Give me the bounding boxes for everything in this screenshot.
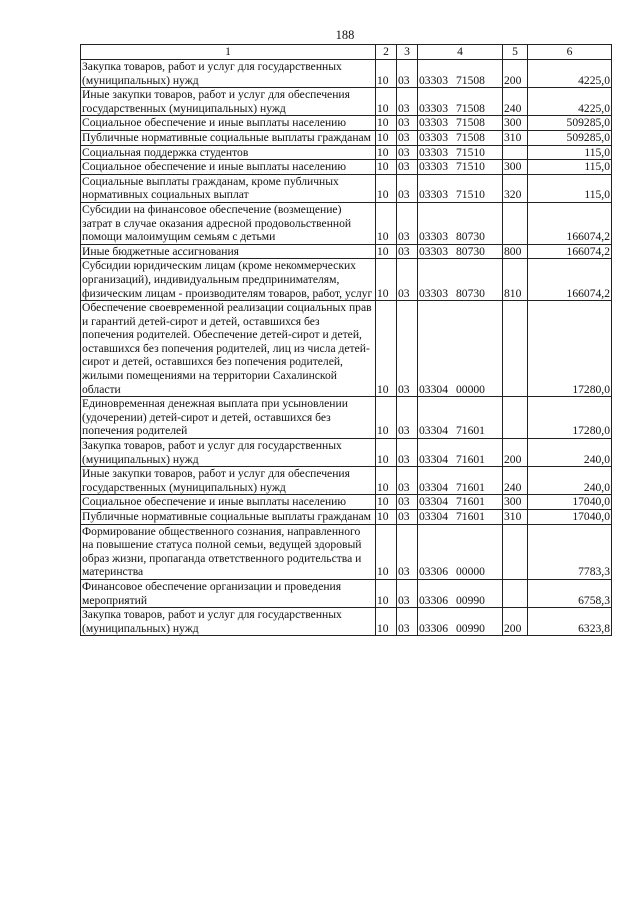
row-code-direction: 71601	[455, 495, 485, 509]
row-code-program: 03304	[419, 452, 448, 466]
table-row	[81, 130, 612, 145]
row-target-code	[418, 439, 503, 467]
row-section: 10	[376, 130, 397, 145]
row-section: 10	[376, 160, 397, 175]
row-section: 10	[376, 608, 397, 636]
row-code-direction: 71508	[455, 73, 485, 87]
row-code-direction: 00990	[455, 621, 485, 635]
row-target-code	[418, 608, 503, 636]
row-subsection: 03	[397, 608, 418, 636]
row-name: Публичные нормативные социальные выплаты гражданам	[81, 130, 376, 145]
row-section: 10	[376, 88, 397, 116]
table-row	[81, 259, 612, 301]
row-section: 10	[376, 467, 397, 495]
row-section: 10	[376, 145, 397, 160]
row-amount: 240,0	[528, 467, 612, 495]
row-expense-type: 320	[503, 174, 528, 202]
row-expense-type: 240	[503, 88, 528, 116]
row-name: Публичные нормативные социальные выплаты гражданам	[81, 510, 376, 525]
row-section: 10	[376, 397, 397, 439]
row-code-direction: 00000	[455, 382, 485, 396]
row-amount: 6758,3	[528, 579, 612, 607]
row-target-code	[418, 116, 503, 131]
row-code-direction: 71601	[455, 510, 485, 523]
row-code-direction: 71601	[455, 452, 485, 466]
row-code-direction: 71601	[455, 480, 485, 494]
row-target-code	[418, 130, 503, 145]
row-code-program: 03306	[419, 565, 448, 579]
row-amount: 4225,0	[528, 88, 612, 116]
row-name: Закупка товаров, работ и услуг для государственных (муниципальных) нужд	[81, 608, 376, 636]
row-code-direction: 71510	[455, 188, 485, 202]
row-subsection: 03	[397, 174, 418, 202]
row-expense-type: 200	[503, 608, 528, 636]
row-code-program: 03304	[419, 480, 448, 494]
row-subsection: 03	[397, 145, 418, 160]
row-section: 10	[376, 174, 397, 202]
row-code-direction: 71508	[455, 130, 485, 144]
row-amount: 115,0	[528, 174, 612, 202]
row-name: Обеспечение своевременной реализации социальных прав и гарантий детей-сирот и детей, оставшихся без попечения родителей. Обеспечение детей-сирот и детей, оставшихся без попечения родителей, лиц из числа детей-сирот и детей, оставшихся без попечения родителей, жилыми помещениями на территории Сахалинской области	[81, 301, 376, 397]
row-name: Социальное обеспечение и иные выплаты населению	[81, 495, 376, 510]
row-expense-type: 800	[503, 244, 528, 259]
row-code-program: 03303	[419, 101, 448, 115]
row-code-program: 03303	[419, 145, 448, 159]
row-name: Иные закупки товаров, работ и услуг для обеспечения государственных (муниципальных) нужд	[81, 467, 376, 495]
row-code-direction: 71508	[455, 101, 485, 115]
row-code-direction: 00990	[455, 593, 485, 607]
row-target-code	[418, 495, 503, 510]
row-section: 10	[376, 60, 397, 88]
header-col-amount: 6	[528, 45, 612, 60]
row-section: 10	[376, 301, 397, 397]
row-code-program: 03303	[419, 244, 448, 258]
row-target-code	[418, 259, 503, 301]
row-target-code	[418, 397, 503, 439]
row-subsection: 03	[397, 579, 418, 607]
row-expense-type: 240	[503, 467, 528, 495]
row-code-program: 03303	[419, 160, 448, 174]
row-target-code	[418, 145, 503, 160]
row-name: Закупка товаров, работ и услуг для государственных (муниципальных) нужд	[81, 439, 376, 467]
row-expense-type: 810	[503, 259, 528, 301]
table-row	[81, 397, 612, 439]
row-code-direction: 71508	[455, 116, 485, 130]
row-subsection: 03	[397, 60, 418, 88]
table-row	[81, 439, 612, 467]
row-code-program: 03304	[419, 382, 448, 396]
row-code-program: 03304	[419, 424, 448, 438]
header-row	[81, 45, 612, 60]
header-col-section: 2	[376, 45, 397, 60]
row-name: Субсидии юридическим лицам (кроме некоммерческих организаций), индивидуальным предпринимателям, физическим лицам - производителям товаров, работ, услуг	[81, 259, 376, 301]
row-name: Субсидии на финансовое обеспечение (возмещение) затрат в случае оказания адресной продовольственной помощи малоимущим семьям с детьми	[81, 202, 376, 244]
table-row	[81, 510, 612, 525]
row-amount: 115,0	[528, 145, 612, 160]
row-amount: 6323,8	[528, 608, 612, 636]
row-subsection: 03	[397, 439, 418, 467]
row-target-code	[418, 510, 503, 525]
row-expense-type	[503, 145, 528, 160]
row-code-program: 03303	[419, 116, 448, 130]
row-expense-type	[503, 524, 528, 579]
row-expense-type	[503, 202, 528, 244]
row-amount: 509285,0	[528, 116, 612, 131]
table-row	[81, 116, 612, 131]
table-row	[81, 202, 612, 244]
row-code-direction: 80730	[455, 244, 485, 258]
row-target-code	[418, 88, 503, 116]
table-row	[81, 160, 612, 175]
row-target-code	[418, 202, 503, 244]
row-target-code	[418, 467, 503, 495]
row-subsection: 03	[397, 130, 418, 145]
row-expense-type: 200	[503, 439, 528, 467]
row-target-code	[418, 301, 503, 397]
row-name: Социальная поддержка студентов	[81, 145, 376, 160]
row-section: 10	[376, 439, 397, 467]
table-row	[81, 608, 612, 636]
table-row	[81, 467, 612, 495]
row-expense-type: 310	[503, 130, 528, 145]
table-row	[81, 524, 612, 579]
row-code-direction: 80730	[455, 230, 485, 244]
row-subsection: 03	[397, 202, 418, 244]
row-section: 10	[376, 510, 397, 525]
row-subsection: 03	[397, 524, 418, 579]
table-row	[81, 495, 612, 510]
row-amount: 17040,0	[528, 495, 612, 510]
row-name: Иные бюджетные ассигнования	[81, 244, 376, 259]
row-subsection: 03	[397, 244, 418, 259]
row-name: Финансовое обеспечение организации и проведения мероприятий	[81, 579, 376, 607]
row-section: 10	[376, 524, 397, 579]
row-name: Социальное обеспечение и иные выплаты населению	[81, 160, 376, 175]
row-amount: 240,0	[528, 439, 612, 467]
row-subsection: 03	[397, 88, 418, 116]
row-code-program: 03303	[419, 73, 448, 87]
header-col-target-code: 4	[418, 45, 503, 60]
row-name: Иные закупки товаров, работ и услуг для обеспечения государственных (муниципальных) нужд	[81, 88, 376, 116]
row-code-program: 03303	[419, 230, 448, 244]
row-amount: 166074,2	[528, 244, 612, 259]
row-subsection: 03	[397, 301, 418, 397]
header-col-subsection: 3	[397, 45, 418, 60]
table-row	[81, 88, 612, 116]
row-name: Формирование общественного сознания, направленного на повышение статуса полной семьи, ведущей здоровый образ жизни, пропаганда ответственного родительства и материнства	[81, 524, 376, 579]
table-row	[81, 60, 612, 88]
row-expense-type: 300	[503, 160, 528, 175]
row-amount: 4225,0	[528, 60, 612, 88]
row-amount: 7783,3	[528, 524, 612, 579]
row-target-code	[418, 174, 503, 202]
row-code-program: 03306	[419, 621, 448, 635]
row-code-direction: 80730	[455, 286, 485, 300]
row-code-program: 03303	[419, 188, 448, 202]
row-subsection: 03	[397, 495, 418, 510]
row-subsection: 03	[397, 160, 418, 175]
row-target-code	[418, 60, 503, 88]
row-expense-type: 300	[503, 116, 528, 131]
row-subsection: 03	[397, 467, 418, 495]
row-section: 10	[376, 579, 397, 607]
row-expense-type: 310	[503, 510, 528, 525]
row-expense-type	[503, 397, 528, 439]
row-subsection: 03	[397, 259, 418, 301]
row-code-program: 03304	[419, 510, 448, 523]
row-amount: 115,0	[528, 160, 612, 175]
row-amount: 166074,2	[528, 259, 612, 301]
row-section: 10	[376, 116, 397, 131]
row-target-code	[418, 160, 503, 175]
row-amount: 17040,0	[528, 510, 612, 525]
row-subsection: 03	[397, 510, 418, 525]
page-number: 188	[335, 28, 355, 42]
row-code-direction: 71601	[455, 424, 485, 438]
row-section: 10	[376, 259, 397, 301]
row-name: Социальное обеспечение и иные выплаты населению	[81, 116, 376, 131]
row-section: 10	[376, 495, 397, 510]
row-code-program: 03303	[419, 286, 448, 300]
row-code-direction: 71510	[455, 160, 485, 174]
row-code-program: 03304	[419, 495, 448, 509]
row-amount: 17280,0	[528, 301, 612, 397]
table-row	[81, 244, 612, 259]
row-target-code	[418, 524, 503, 579]
budget-table	[80, 44, 612, 636]
row-code-program: 03306	[419, 593, 448, 607]
row-name: Социальные выплаты гражданам, кроме публичных нормативных социальных выплат	[81, 174, 376, 202]
row-expense-type	[503, 579, 528, 607]
header-col-name: 1	[81, 45, 376, 60]
row-expense-type	[503, 301, 528, 397]
header-col-expense-type: 5	[503, 45, 528, 60]
row-expense-type: 200	[503, 60, 528, 88]
table-row	[81, 579, 612, 607]
table-row	[81, 301, 612, 397]
row-code-program: 03303	[419, 130, 448, 144]
table-row	[81, 174, 612, 202]
row-subsection: 03	[397, 397, 418, 439]
row-code-direction: 71510	[455, 145, 485, 159]
row-amount: 17280,0	[528, 397, 612, 439]
row-amount: 166074,2	[528, 202, 612, 244]
row-name: Единовременная денежная выплата при усыновлении (удочерении) детей-сирот и детей, оставшихся без попечения родителей	[81, 397, 376, 439]
row-amount: 509285,0	[528, 130, 612, 145]
table-body	[81, 60, 612, 636]
row-name: Закупка товаров, работ и услуг для государственных (муниципальных) нужд	[81, 60, 376, 88]
row-code-direction: 00000	[455, 565, 485, 579]
row-section: 10	[376, 244, 397, 259]
row-target-code	[418, 579, 503, 607]
table-row	[81, 145, 612, 160]
row-target-code	[418, 244, 503, 259]
row-subsection: 03	[397, 116, 418, 131]
row-section: 10	[376, 202, 397, 244]
row-expense-type: 300	[503, 495, 528, 510]
